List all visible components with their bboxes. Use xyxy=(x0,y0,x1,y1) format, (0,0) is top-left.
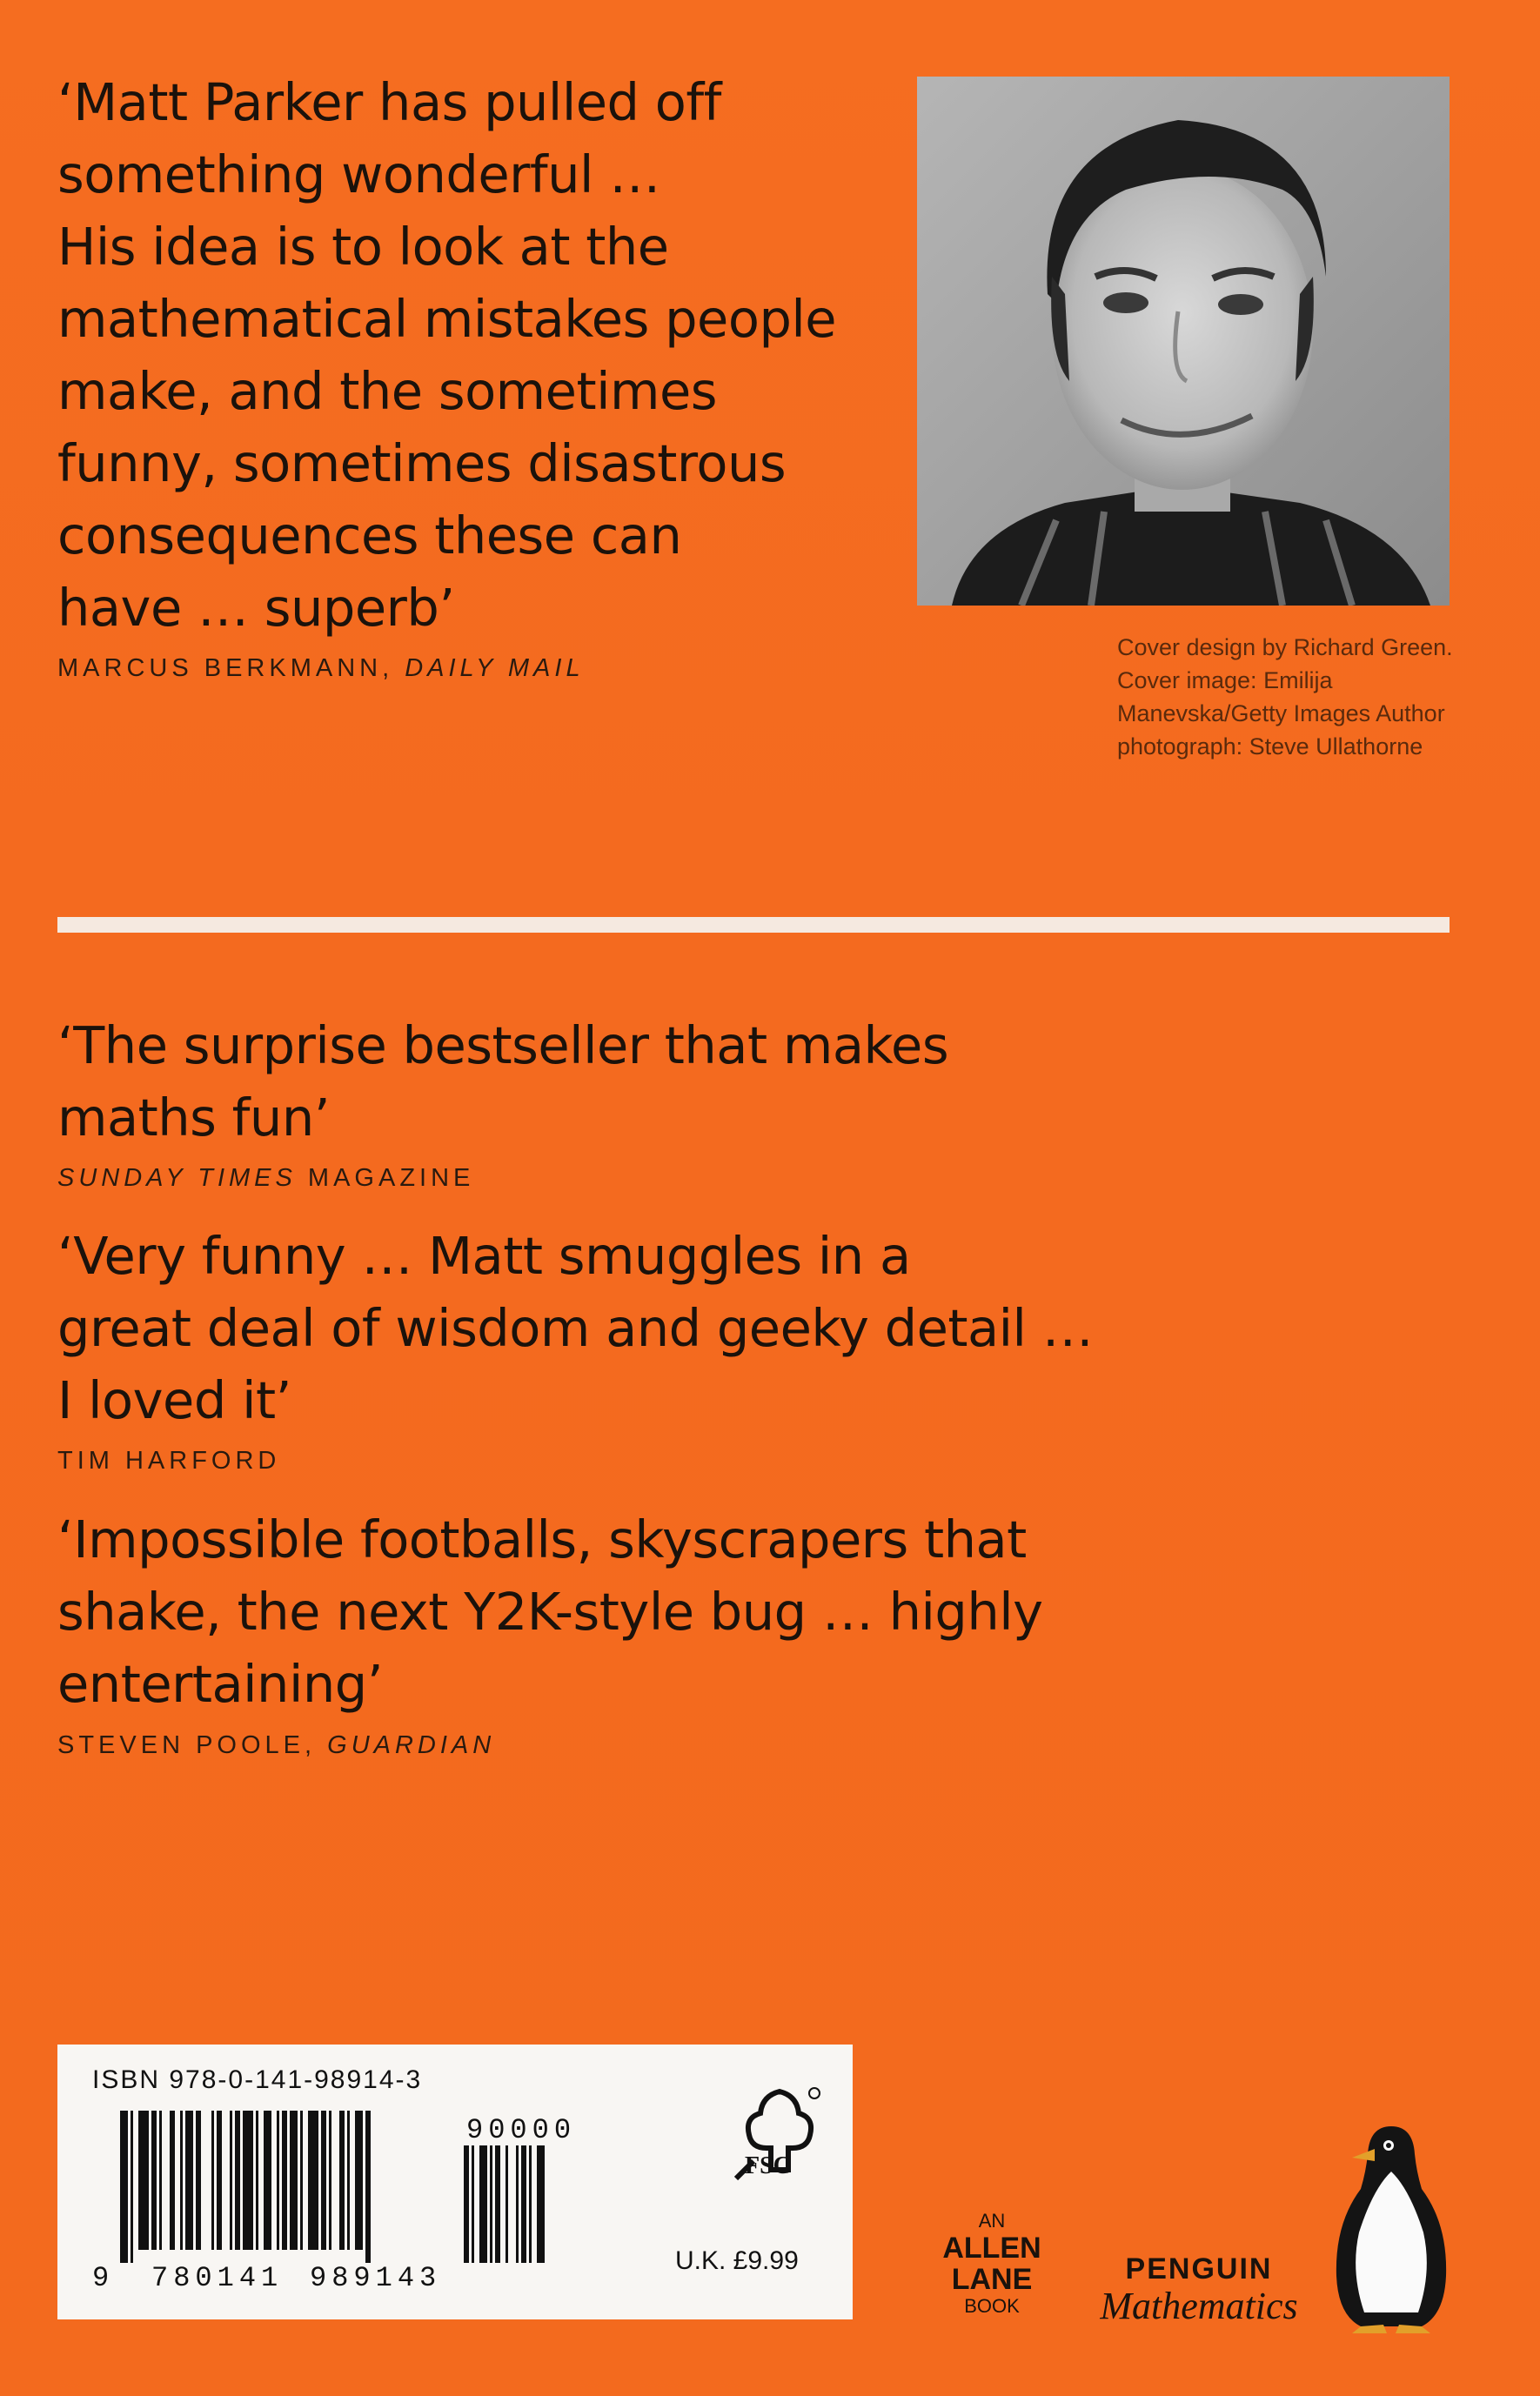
review-attribution-harford: TIM HARFORD xyxy=(57,1447,281,1475)
series-name: Mathematics xyxy=(1100,2285,1298,2327)
barcode-bar xyxy=(196,2111,201,2250)
barcode-bar xyxy=(120,2111,128,2263)
barcode-bar xyxy=(151,2111,157,2250)
barcode-bar xyxy=(282,2111,287,2250)
barcode-bar xyxy=(329,2111,331,2250)
barcode-addon-bar xyxy=(472,2145,474,2263)
cover-credits: Cover design by Richard Green. Cover image: Emilija Manevska/Getty Images Author photograph: Steve Ullathorne xyxy=(1117,634,1453,760)
penguin-mathematics-imprint xyxy=(1068,2252,1329,2326)
barcode-bar xyxy=(131,2111,133,2263)
reviewer-name: STEVEN POOLE, xyxy=(57,1731,328,1759)
barcode-image xyxy=(120,2111,677,2267)
barcode-addon-bar xyxy=(495,2145,500,2263)
publication-suffix: MAGAZINE xyxy=(296,1164,475,1192)
barcode-bar xyxy=(217,2111,222,2250)
barcode-bar xyxy=(290,2111,298,2250)
barcode-bar xyxy=(308,2111,318,2250)
barcode-bar xyxy=(339,2111,345,2250)
barcode-bar xyxy=(243,2111,253,2250)
barcode-bar xyxy=(264,2111,271,2250)
barcode-addon-bar xyxy=(479,2145,487,2263)
allen-allen: ALLEN xyxy=(942,2232,1041,2265)
barcode-bar xyxy=(180,2111,183,2250)
barcode-addon-bar xyxy=(521,2145,526,2263)
barcode-bar xyxy=(365,2111,371,2263)
review-quote-berkmann: ‘Matt Parker has pulled off something wonderful … His idea is to look at the mathematical mistakes people make, and the sometimes funny, sometimes disastrous consequences these can have … superb’ xyxy=(57,72,837,638)
barcode-bar xyxy=(321,2111,326,2250)
review-attribution-poole xyxy=(57,1731,495,1760)
barcode-digits-right: 989143 xyxy=(310,2262,442,2294)
barcode-bar xyxy=(347,2111,350,2250)
barcode-bar xyxy=(230,2111,232,2250)
penguin-wordmark: PENGUIN xyxy=(1125,2252,1273,2286)
barcode-bar xyxy=(170,2111,175,2250)
barcode-bar xyxy=(235,2111,240,2250)
barcode-addon-bar xyxy=(490,2145,492,2263)
review-quote-poole: ‘Impossible footballs, skyscrapers that shake, the next Y2K-style bug … highly entertaining’ xyxy=(57,1509,1043,1714)
fsc-tree-icon xyxy=(727,2083,832,2213)
barcode-first-digit: 9 xyxy=(92,2262,110,2294)
barcode-panel xyxy=(57,2045,853,2319)
barcode-addon-bar xyxy=(516,2145,519,2263)
publication-name: SUNDAY TIMES xyxy=(57,1164,297,1192)
allen-lane: LANE xyxy=(951,2263,1033,2296)
fsc-label: FSC xyxy=(745,2152,791,2179)
barcode-addon-bar xyxy=(529,2145,532,2263)
allen-lane-logo xyxy=(931,2210,1053,2318)
barcode-bar xyxy=(300,2111,303,2250)
review-quote-sunday-times: ‘The surprise bestseller that makes maths fun’ xyxy=(57,1015,949,1148)
isbn-number: ISBN 978-0-141-98914-3 xyxy=(92,2065,423,2094)
barcode-bar xyxy=(185,2111,193,2250)
review-attribution-sunday-times xyxy=(57,1164,474,1193)
publication-name: DAILY MAIL xyxy=(405,654,585,682)
review-attribution-berkmann xyxy=(57,654,585,683)
section-divider xyxy=(57,917,1450,933)
allen-book: BOOK xyxy=(964,2295,1020,2317)
price: U.K. £9.99 xyxy=(675,2246,799,2275)
barcode-bar xyxy=(138,2111,149,2250)
publication-name: GUARDIAN xyxy=(327,1731,496,1759)
barcode-bar xyxy=(277,2111,279,2250)
barcode-addon-digits: 90000 xyxy=(466,2114,577,2146)
barcode-bar xyxy=(159,2111,162,2250)
barcode-digits-left: 780141 xyxy=(151,2262,284,2294)
reviewer-name: MARCUS BERKMANN, xyxy=(57,654,405,682)
barcode-addon-bar xyxy=(537,2145,545,2263)
barcode-bar xyxy=(256,2111,258,2250)
barcode-addon-bar xyxy=(506,2145,508,2263)
allen-an: AN xyxy=(978,2210,1006,2232)
barcode-bar xyxy=(211,2111,214,2250)
author-photo xyxy=(917,77,1450,606)
penguin-logo-icon xyxy=(1326,2119,1456,2337)
barcode-addon-bar xyxy=(464,2145,469,2263)
barcode-bar xyxy=(355,2111,363,2250)
review-quote-harford: ‘Very funny … Matt smuggles in a great deal of wisdom and geeky detail … I loved it’ xyxy=(57,1226,1094,1430)
